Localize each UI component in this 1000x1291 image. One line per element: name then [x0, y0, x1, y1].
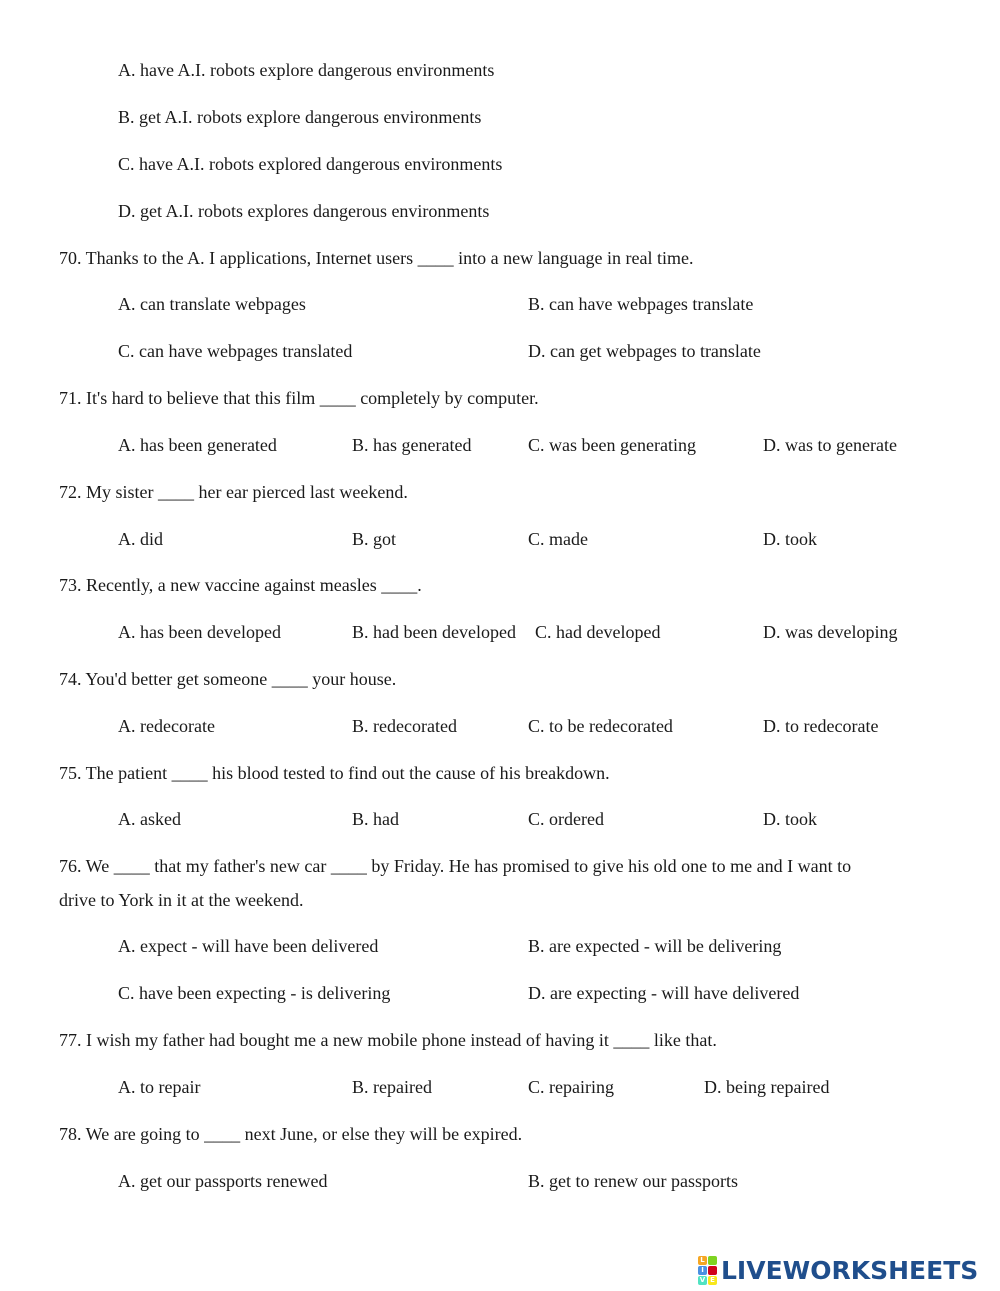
q74-option-a[interactable]: A. redecorate: [118, 716, 215, 736]
q76-option-a[interactable]: A. expect - will have been delivered: [118, 936, 379, 956]
liveworksheets-logo: [698, 1255, 978, 1285]
question-76-continued: drive to York in it at the weekend.: [59, 890, 304, 910]
q77-option-c[interactable]: C. repairing: [528, 1077, 614, 1097]
q69-option-c[interactable]: C. have A.I. robots explored dangerous environments: [118, 154, 503, 174]
q78-option-b[interactable]: B. get to renew our passports: [528, 1171, 738, 1191]
q78-option-a[interactable]: A. get our passports renewed: [118, 1171, 328, 1191]
question-75: 75. The patient ____ his blood tested to find out the cause of his breakdown.: [59, 763, 610, 783]
q76-option-c[interactable]: C. have been expecting - is delivering: [118, 983, 391, 1003]
q75-option-d[interactable]: D. took: [763, 809, 817, 829]
question-72: 72. My sister ____ her ear pierced last weekend.: [59, 482, 408, 502]
q76-option-b[interactable]: B. are expected - will be delivering: [528, 936, 782, 956]
q72-option-a[interactable]: A. did: [118, 529, 163, 549]
q74-option-b[interactable]: B. redecorated: [352, 716, 457, 736]
q77-option-b[interactable]: B. repaired: [352, 1077, 432, 1097]
q69-option-b[interactable]: B. get A.I. robots explore dangerous environments: [118, 107, 482, 127]
question-77: 77. I wish my father had bought me a new mobile phone instead of having it ____ like that.: [59, 1030, 717, 1050]
q72-option-d[interactable]: D. took: [763, 529, 817, 549]
q71-option-b[interactable]: B. has generated: [352, 435, 472, 455]
q73-option-d[interactable]: D. was developing: [763, 622, 898, 642]
q73-option-a[interactable]: A. has been developed: [118, 622, 281, 642]
q73-option-c[interactable]: C. had developed: [535, 622, 661, 642]
q76-option-d[interactable]: D. are expecting - will have delivered: [528, 983, 800, 1003]
liveworksheets-logo-text: LIVEWORKSHEETS: [721, 1255, 979, 1285]
question-71: 71. It's hard to believe that this film ____ completely by computer.: [59, 388, 539, 408]
q71-option-c[interactable]: C. was been generating: [528, 435, 696, 455]
question-76: 76. We ____ that my father's new car ____ by Friday. He has promised to give his old one to me and I want to: [59, 856, 852, 876]
question-78: 78. We are going to ____ next June, or else they will be expired.: [59, 1124, 523, 1144]
q74-option-d[interactable]: D. to redecorate: [763, 716, 879, 736]
question-70: 70. Thanks to the A. I applications, Internet users ____ into a new language in real time.: [59, 248, 694, 268]
question-73: 73. Recently, a new vaccine against measles ____.: [59, 575, 422, 595]
q69-option-a[interactable]: A. have A.I. robots explore dangerous environments: [118, 60, 495, 80]
q77-option-a[interactable]: A. to repair: [118, 1077, 201, 1097]
q73-option-b[interactable]: B. had been developed: [352, 622, 516, 642]
q72-option-c[interactable]: C. made: [528, 529, 588, 549]
q72-option-b[interactable]: B. got: [352, 529, 397, 549]
q71-option-a[interactable]: A. has been generated: [118, 435, 277, 455]
q71-option-d[interactable]: D. was to generate: [763, 435, 897, 455]
q74-option-c[interactable]: C. to be redecorated: [528, 716, 673, 736]
liveworksheets-logo-icon: L I V E: [698, 1256, 717, 1285]
q75-option-a[interactable]: A. asked: [118, 809, 181, 829]
q70-option-d[interactable]: D. can get webpages to translate: [528, 341, 761, 361]
q70-option-a[interactable]: A. can translate webpages: [118, 294, 306, 314]
q70-option-c[interactable]: C. can have webpages translated: [118, 341, 353, 361]
q77-option-d[interactable]: D. being repaired: [704, 1077, 830, 1097]
q75-option-b[interactable]: B. had: [352, 809, 399, 829]
q70-option-b[interactable]: B. can have webpages translate: [528, 294, 754, 314]
q69-option-d[interactable]: D. get A.I. robots explores dangerous environments: [118, 201, 490, 221]
q75-option-c[interactable]: C. ordered: [528, 809, 604, 829]
question-74: 74. You'd better get someone ____ your house.: [59, 669, 397, 689]
